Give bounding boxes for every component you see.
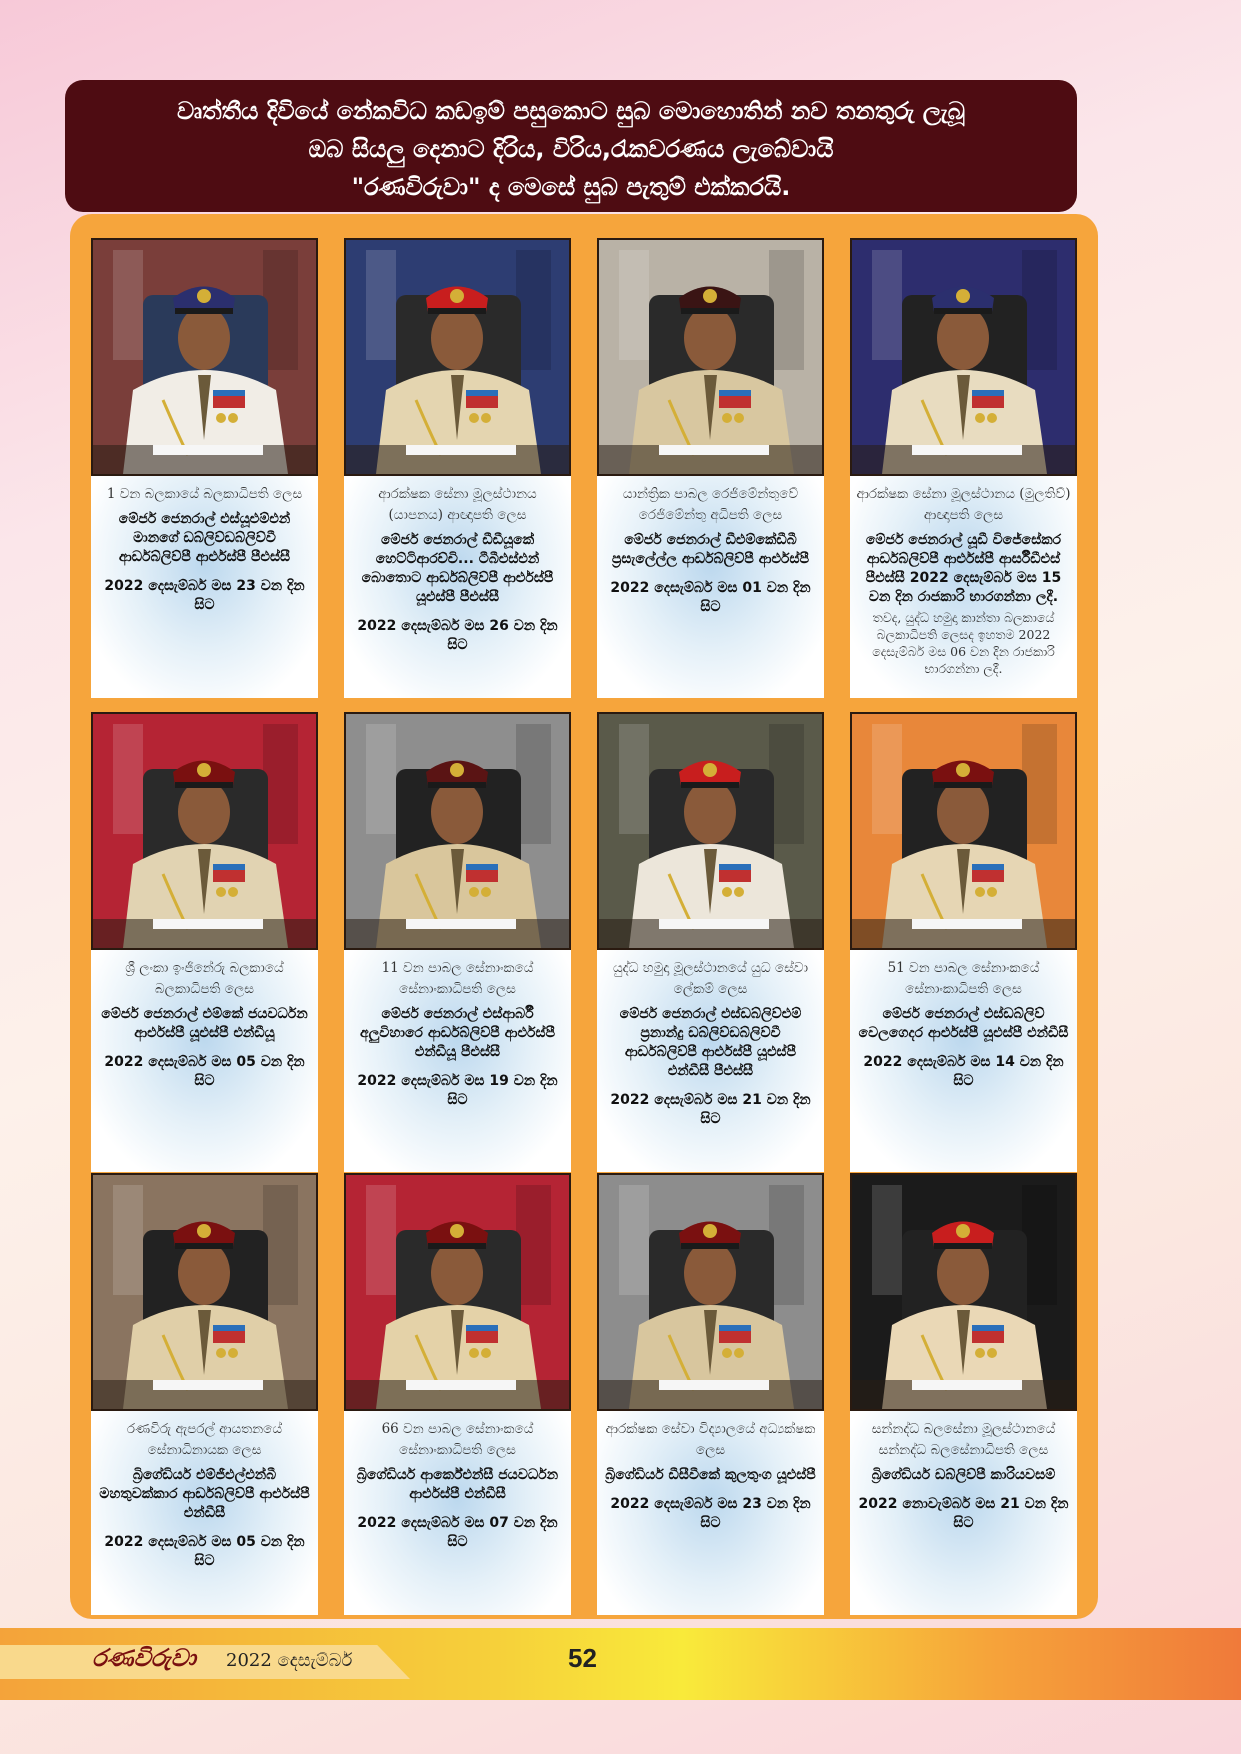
banner-line-2: ඔබ සියලු දෙනාට දිරිය, විරිය,රැකවරණය ලැබේවායි [308,135,834,163]
officer-portrait [850,238,1077,476]
officer-portrait [344,1173,571,1411]
officer-name: බ්‍රිගේඩියර් ඩබ්ලිව්පී කාරියවසම් [871,1467,1056,1483]
officer-card [850,712,1077,1172]
officer-role: සන්නද්ධ බලසේනා මූලස්ථානයේ සන්නද්ධ බලසේනාධිපති ලෙස [871,1421,1056,1458]
officer-name: මේජර් ජෙනරාල් එස්ඩබ්ලිව් වෙලගෙදර ආර්එස්පී යූඑස්පී එන්ඩීසී [858,1006,1069,1041]
officer-role: 1 වන බලකායේ බලකාධිපති ලෙස [106,486,303,502]
officer-role: ශ්‍රී ලංකා ඉංජිනේරු බලකායේ බලකාධිපති ලෙස [125,960,284,997]
page-number: 52 [568,1643,597,1673]
officer-card [91,712,318,1172]
appointment-date: 2022 දෙසැම්බර් මස 05 වන දින සිට [104,1054,305,1089]
appointment-date: 2022 දෙසැම්බර් මස 01 වන දින සිට [610,580,811,615]
officer-name: බ්‍රිගේඩියර් එම්ජීඑල්එන්බී මහතුවක්කාර ආර්ඩබ්ලිව්පී ආර්එස්පී එන්ඩීසී [99,1467,310,1521]
officer-caption [91,476,318,698]
officer-role: රණවිරු ඇපරල් ආයතනයේ සේනාධිනායක ලෙස [126,1421,283,1458]
officer-portrait [91,238,318,476]
officer-name: මේජර් ජෙනරාල් එස්ඩබ්ලිව්එම් ප්‍රනාන්දු ඩබ්ලිව්ඩබ්ලිව්වී ආර්ඩබ්ලිව්පී ආර්එස්පී යූඑස්පී එන්ඩීසී පීඑස්සී [619,1006,802,1079]
appointment-date: 2022 දෙසැම්බර් මස 05 වන දින සිට [104,1534,305,1569]
officer-caption [344,950,571,1172]
officer-name: මේජර් ජෙනරාල් එම්කේ ජයවර්ධන ආර්එස්පී යූඑස්පී එන්ඩීයූ [101,1006,308,1041]
officer-caption [850,1411,1077,1615]
appointment-date: 2022 දෙසැම්බර් මස 26 වන දින සිට [357,618,558,653]
officer-card [597,1173,824,1615]
officer-portrait [91,712,318,950]
officer-caption [597,950,824,1172]
greeting-banner [65,80,1077,212]
officer-caption [597,1411,824,1615]
officer-portrait [344,238,571,476]
appointment-date: 2022 දෙසැම්බර් මස 07 වන දින සිට [357,1515,558,1550]
officer-caption [91,950,318,1172]
banner-line-3: "රණවිරුවා" ද මෙසේ සුබ පැතුම් එක්කරයි. [351,173,791,201]
officer-caption [344,1411,571,1615]
officer-card [597,712,824,1172]
appointment-date: 2022 දෙසැම්බර් මස 19 වන දින සිට [357,1073,558,1108]
officer-role: ආරක්ෂක සේනා මූලස්ථානය (මුලතිව්) ආඥාපති ලෙස [856,486,1071,523]
officer-card [91,1173,318,1615]
officer-card [91,238,318,698]
officer-role: ආරක්ෂක සේවා විද්‍යාලයේ අධ්‍යක්ෂක ලෙස [605,1421,816,1458]
officer-role: යාන්ත්‍රික පාබල රෙජිමේන්තුවේ රෙජිමේන්තු අධිපති ලෙස [622,486,799,523]
officer-caption [850,950,1077,1172]
issue-date: 2022 දෙසැම්බර් [226,1650,353,1671]
officer-name: මේජර් ජෙනරාල් ඩීඩීයූකේ හෙට්ටිආරච්චි... ටීබීඑස්එන් බොතොට ආර්ඩබ්ලිව්පී ආර්එස්පී යූඑස්පී පීඑස්සී [361,532,554,605]
officer-card [344,238,571,698]
officer-card [850,1173,1077,1615]
appointment-date: 2022 දෙසැම්බර් මස 23 වන දින සිට [104,578,305,613]
officer-name: බ්‍රිගේඩියර් ඩීසීවීකේ කුලතුංග යූඑස්පී [605,1467,816,1483]
officer-name: මේජර් ජෙනරාල් එස්යූඑම්එන් මානගේ ඩබ්ලිව්ඩබ්ලිව්වී ආර්ඩබ්ලිව්පී ආර්එස්පී පීඑස්සී [118,511,291,565]
banner-line-1: වෘත්තීය දිවියේ නේකවිධ කඩඉම් පසුකොට සුබ මොහොතින් නව තනතුරු ලැබූ [177,97,965,125]
officer-caption [91,1411,318,1615]
officer-portrait [597,712,824,950]
appointment-date: 2022 දෙසැම්බර් මස 21 වන දින සිට [610,1092,811,1127]
officer-name: මේජර් ජෙනරාල් එස්ආර්බී අලුවිහාරෙ ආර්ඩබ්ලිව්පී ආර්එස්පී එන්ඩීයූ පීඑස්සී [359,1006,556,1060]
officer-caption [344,476,571,698]
officer-caption [597,476,824,698]
appointment-date: 2022 දෙසැම්බර් මස 14 වන දින සිට [863,1054,1064,1089]
officer-name: මේජර් ජෙනරාල් ඩීඑම්කේඩීබී ප්‍රසැලේල්ල ආර්ඩබ්ලිව්පී ආර්එස්පී [611,532,810,567]
officer-role: ආරක්ෂක සේනා මූලස්ථානය (යාපනය) ආඥාපති ලෙස [378,486,537,523]
officer-role: යුද්ධ හමුදා මූලස්ථානයේ යුධ සේවා ලේකම් ලෙස [612,960,809,997]
officer-portrait [91,1173,318,1411]
magazine-logo: රණවිරුවා [92,1644,196,1672]
officer-portrait [344,712,571,950]
officer-card [597,238,824,698]
officer-role: 51 වන පාබල සේනාංකයේ සේනාංකාධිපති ලෙස [887,960,1040,997]
officer-portrait [597,1173,824,1411]
officer-portrait [597,238,824,476]
officer-role: 66 වන පාබල සේනාංකයේ සේනාංකාධිපති ලෙස [381,1421,534,1458]
officer-caption [850,476,1077,698]
officer-name: බ්‍රිගේඩියර් ආර්කේඑන්සී ජයවර්ධන ආර්එස්පී එන්ඩීසී [356,1467,559,1502]
officer-card [344,712,571,1172]
officer-note: තවද, යුද්ධ හමුදා කාන්තා බලකායේ බලකාධිපති ලෙසද ඉහතම 2022 දෙසැම්බර් මස 06 වන දින රාජකාරි භාරගන්නා ලදී. [872,610,1055,676]
officer-card [344,1173,571,1615]
officer-card [850,238,1077,698]
officer-role: 11 වන පාබල සේනාංකයේ සේනාංකාධිපති ලෙස [381,960,534,997]
officer-portrait [850,712,1077,950]
appointment-date: 2022 දෙසැම්බර් මස 23 වන දින සිට [610,1496,811,1531]
appointment-date: 2022 නොවැම්බර් මස 21 වන දින සිට [858,1496,1069,1531]
officer-name: මේජර් ජෙනරාල් යූඩී විජේසේකර ආර්ඩබ්ලිව්පී ආර්එස්පී ආර්සීඩීඑස් පීඑස්සී 2022 දෙසැම්බර් මස 15 වන දින රාජකාරි භාරගන්නා ලදී. [865,532,1062,605]
officer-portrait [850,1173,1077,1411]
